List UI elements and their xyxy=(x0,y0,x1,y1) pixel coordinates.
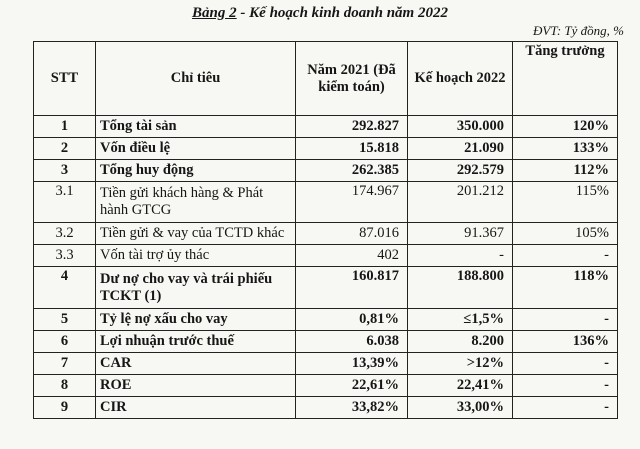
cell-plan-2022: 22,41% xyxy=(408,375,513,397)
table-caption xyxy=(0,5,640,22)
cell-indicator: Dư nợ cho vay và trái phiếu TCKT (1) xyxy=(96,267,296,309)
table-row xyxy=(34,331,618,353)
cell-plan-2022: >12% xyxy=(408,353,513,375)
header-row xyxy=(34,42,618,116)
header-2021: Năm 2021 (Đã kiểm toán) xyxy=(296,42,408,116)
business-plan-table xyxy=(33,41,618,419)
cell-growth: 120% xyxy=(513,116,618,138)
cell-growth: 118% xyxy=(513,267,618,309)
table-row xyxy=(34,116,618,138)
cell-growth: - xyxy=(513,375,618,397)
table-row xyxy=(34,223,618,245)
cell-2021: 174.967 xyxy=(296,182,408,223)
cell-plan-2022: 350.000 xyxy=(408,116,513,138)
cell-growth: 133% xyxy=(513,138,618,160)
cell-indicator: Tỷ lệ nợ xấu cho vay xyxy=(96,309,296,331)
cell-stt: 8 xyxy=(34,375,96,397)
table-row xyxy=(34,160,618,182)
header-growth: Tăng trưởng xyxy=(513,42,618,116)
caption-title: - Kế hoạch kinh doanh năm 2022 xyxy=(236,5,448,21)
cell-2021: 33,82% xyxy=(296,397,408,419)
cell-2021: 0,81% xyxy=(296,309,408,331)
cell-stt: 5 xyxy=(34,309,96,331)
header-plan-2022: Kế hoạch 2022 xyxy=(408,42,513,116)
cell-growth: 112% xyxy=(513,160,618,182)
cell-plan-2022: ≤1,5% xyxy=(408,309,513,331)
unit-note: ĐVT: Tỷ đồng, % xyxy=(533,23,624,38)
cell-stt: 3.1 xyxy=(34,182,96,223)
cell-plan-2022: 91.367 xyxy=(408,223,513,245)
cell-2021: 402 xyxy=(296,245,408,267)
cell-stt: 2 xyxy=(34,138,96,160)
cell-2021: 6.038 xyxy=(296,331,408,353)
cell-growth: 136% xyxy=(513,331,618,353)
cell-plan-2022: 201.212 xyxy=(408,182,513,223)
header-indicator: Chỉ tiêu xyxy=(96,42,296,116)
table-row xyxy=(34,138,618,160)
cell-2021: 15.818 xyxy=(296,138,408,160)
cell-indicator: Vốn tài trợ ủy thác xyxy=(96,245,296,267)
cell-stt: 7 xyxy=(34,353,96,375)
cell-plan-2022: 188.800 xyxy=(408,267,513,309)
cell-plan-2022: 8.200 xyxy=(408,331,513,353)
cell-indicator: Tổng tài sản xyxy=(96,116,296,138)
table-row xyxy=(34,309,618,331)
cell-growth: 115% xyxy=(513,182,618,223)
cell-2021: 160.817 xyxy=(296,267,408,309)
cell-plan-2022: 292.579 xyxy=(408,160,513,182)
header-stt: STT xyxy=(34,42,96,116)
table-row xyxy=(34,245,618,267)
cell-plan-2022: 33,00% xyxy=(408,397,513,419)
cell-indicator: Lợi nhuận trước thuế xyxy=(96,331,296,353)
cell-indicator: Tiền gửi khách hàng & Phát hành GTCG xyxy=(96,182,296,223)
cell-2021: 22,61% xyxy=(296,375,408,397)
table-row xyxy=(34,397,618,419)
caption-lead: Bảng 2 xyxy=(192,5,237,21)
cell-stt: 3.3 xyxy=(34,245,96,267)
table-row xyxy=(34,353,618,375)
table-row xyxy=(34,375,618,397)
cell-indicator: Tổng huy động xyxy=(96,160,296,182)
cell-stt: 3 xyxy=(34,160,96,182)
cell-2021: 13,39% xyxy=(296,353,408,375)
cell-2021: 262.385 xyxy=(296,160,408,182)
cell-indicator: Tiền gửi & vay của TCTD khác xyxy=(96,223,296,245)
cell-stt: 1 xyxy=(34,116,96,138)
cell-2021: 292.827 xyxy=(296,116,408,138)
cell-stt: 6 xyxy=(34,331,96,353)
table-row xyxy=(34,267,618,309)
cell-indicator: CAR xyxy=(96,353,296,375)
cell-plan-2022: - xyxy=(408,245,513,267)
cell-growth: - xyxy=(513,353,618,375)
cell-indicator: CIR xyxy=(96,397,296,419)
cell-2021: 87.016 xyxy=(296,223,408,245)
cell-growth: 105% xyxy=(513,223,618,245)
cell-stt: 4 xyxy=(34,267,96,309)
cell-stt: 3.2 xyxy=(34,223,96,245)
cell-growth: - xyxy=(513,309,618,331)
cell-indicator: Vốn điều lệ xyxy=(96,138,296,160)
cell-growth: - xyxy=(513,245,618,267)
cell-growth: - xyxy=(513,397,618,419)
cell-plan-2022: 21.090 xyxy=(408,138,513,160)
table-row xyxy=(34,182,618,223)
cell-stt: 9 xyxy=(34,397,96,419)
cell-indicator: ROE xyxy=(96,375,296,397)
